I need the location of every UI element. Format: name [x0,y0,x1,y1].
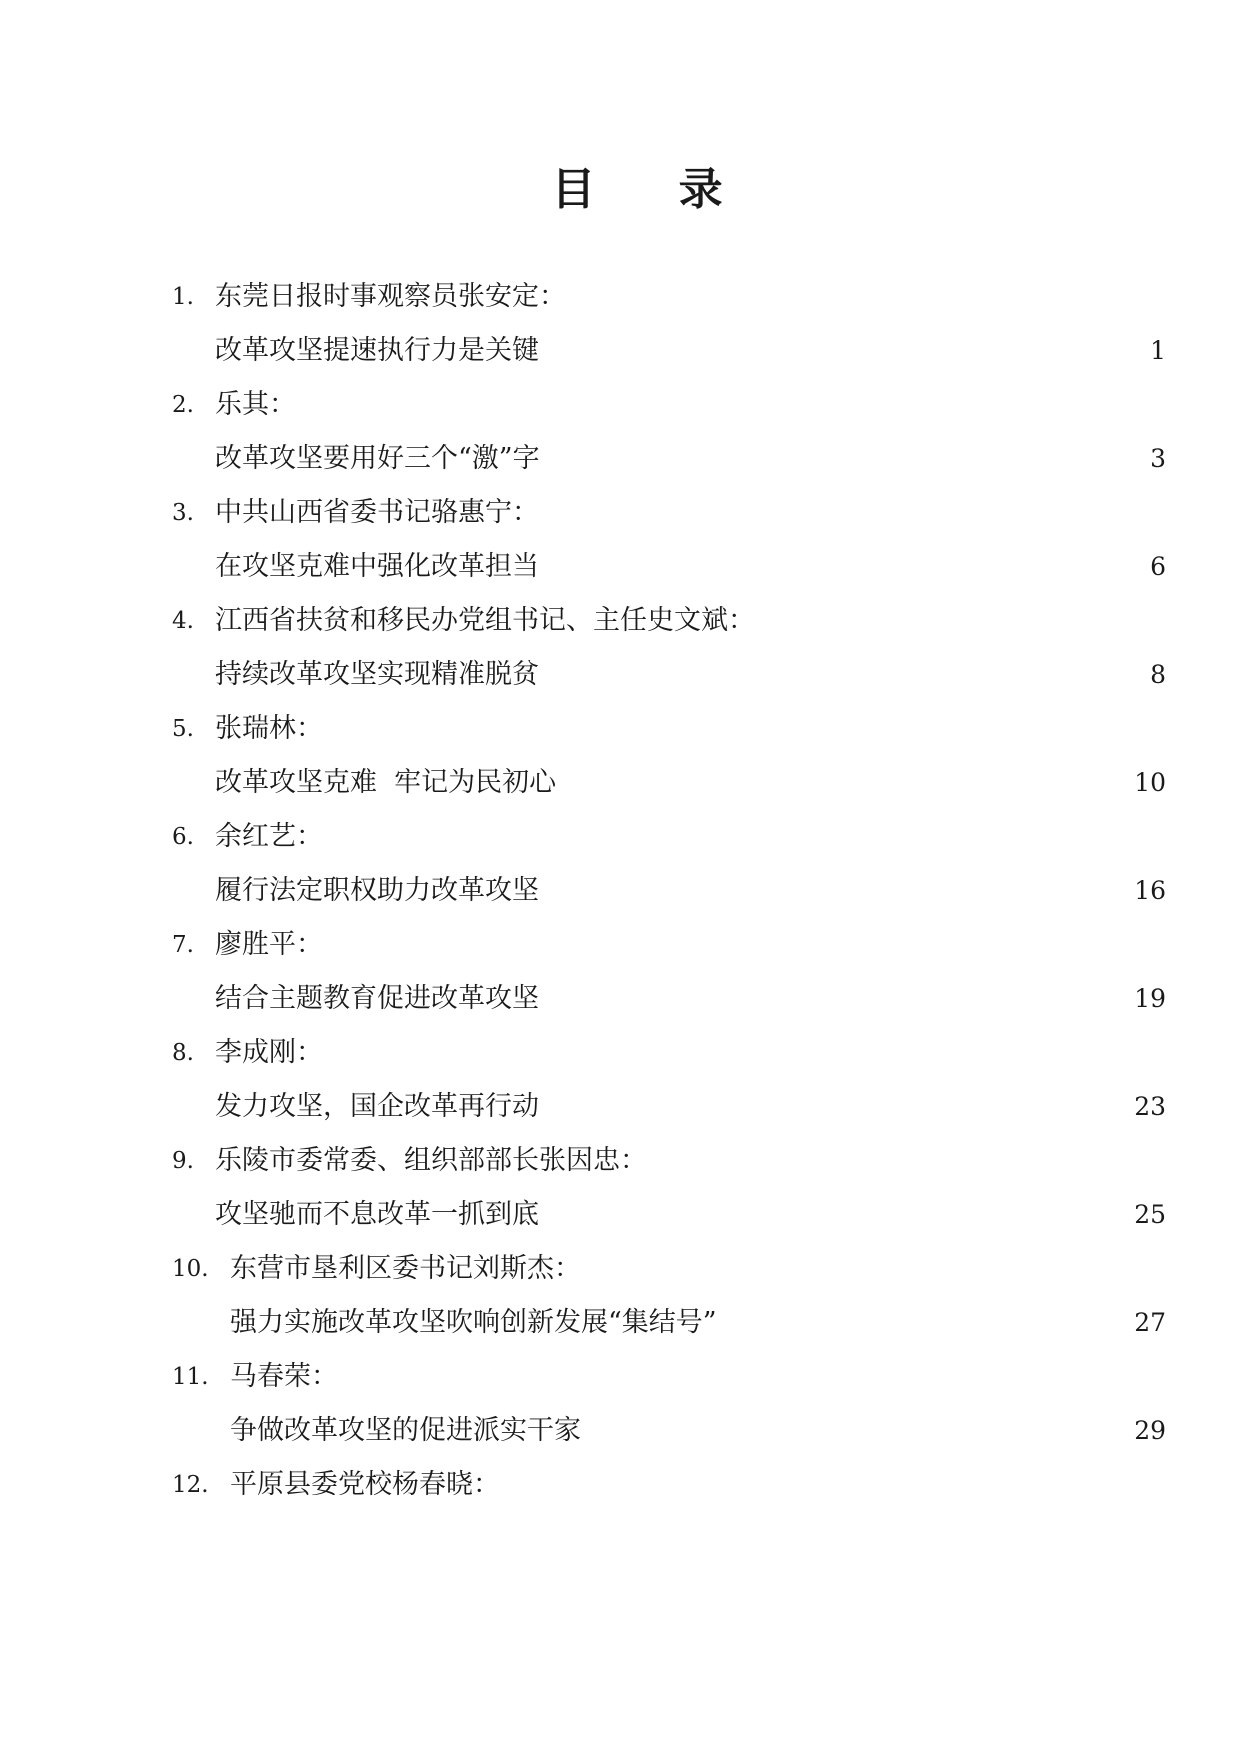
entry-headline[interactable]: 改革攻坚克难 牢记为民初心 [215,767,557,798]
toc-entry-headline-line[interactable] [0,1404,1240,1458]
toc-entry-headline-line[interactable] [0,864,1240,918]
entry-page-number: 27 [1134,1308,1166,1337]
toc-entry-headline-line[interactable] [0,1188,1240,1242]
entry-headline[interactable]: 结合主题教育促进改革攻坚 [215,983,539,1014]
entry-page-number: 8 [1150,660,1166,689]
table-of-contents [0,270,1240,1512]
toc-entry-author-line [0,1350,1240,1404]
entry-page-number: 1 [1150,336,1166,365]
entry-headline[interactable]: 发力攻坚，国企改革再行动 [215,1091,539,1122]
entry-page-number: 3 [1150,444,1166,473]
toc-entry-author-line [0,486,1240,540]
entry-author: 平原县委党校杨春晓： [230,1469,500,1500]
entry-headline[interactable]: 改革攻坚要用好三个“激”字 [215,443,540,474]
toc-title: 目 录 [551,164,757,215]
entry-number: 9. [172,1148,194,1174]
toc-entry-headline-line[interactable] [0,540,1240,594]
entry-headline[interactable]: 争做改革攻坚的促进派实干家 [230,1415,581,1446]
entry-number: 3. [172,500,194,526]
entry-author: 马春荣： [230,1361,338,1392]
entry-author: 张瑞林： [215,713,323,744]
toc-entry-author-line [0,1134,1240,1188]
toc-entry-author-line [0,270,1240,324]
entry-author: 江西省扶贫和移民办党组书记、主任史文斌： [215,605,755,636]
entry-page-number: 10 [1134,768,1166,797]
entry-author: 东莞日报时事观察员张安定： [215,281,566,312]
toc-entry-author-line [0,594,1240,648]
entry-author: 中共山西省委书记骆惠宁： [215,497,539,528]
entry-number: 7. [172,932,194,958]
entry-author: 乐陵市委常委、组织部部长张因忠： [215,1145,647,1176]
entry-author: 东营市垦利区委书记刘斯杰： [230,1253,581,1284]
entry-author: 廖胜平： [215,929,323,960]
toc-entry-author-line [0,918,1240,972]
entry-page-number: 23 [1134,1092,1166,1121]
entry-number: 11. [172,1364,209,1390]
toc-entry-author-line [0,378,1240,432]
entry-headline[interactable]: 在攻坚克难中强化改革担当 [215,551,539,582]
entry-number: 10. [172,1256,209,1282]
entry-page-number: 16 [1134,876,1166,905]
entry-number: 5. [172,716,194,742]
entry-page-number: 25 [1134,1200,1166,1229]
toc-entry-headline-line[interactable] [0,972,1240,1026]
toc-entry-author-line [0,810,1240,864]
entry-page-number: 29 [1134,1416,1166,1445]
toc-entry-headline-line[interactable] [0,324,1240,378]
entry-number: 1. [172,284,194,310]
entry-author: 李成刚： [215,1037,323,1068]
entry-number: 2. [172,392,194,418]
entry-headline[interactable]: 强力实施改革攻坚吹响创新发展“集结号” [230,1307,717,1338]
entry-number: 12. [172,1472,209,1498]
toc-entry-headline-line[interactable] [0,1080,1240,1134]
toc-entry-author-line [0,702,1240,756]
entry-number: 6. [172,824,194,850]
entry-author: 乐其： [215,389,296,420]
toc-entry-author-line [0,1458,1240,1512]
entry-headline[interactable]: 履行法定职权助力改革攻坚 [215,875,539,906]
entry-number: 4. [172,608,194,634]
entry-headline[interactable]: 持续改革攻坚实现精准脱贫 [215,659,539,690]
toc-entry-author-line [0,1242,1240,1296]
toc-entry-headline-line[interactable] [0,1296,1240,1350]
toc-entry-headline-line[interactable] [0,648,1240,702]
entry-headline[interactable]: 改革攻坚提速执行力是关键 [215,335,539,366]
toc-entry-headline-line[interactable] [0,432,1240,486]
entry-page-number: 6 [1150,552,1166,581]
entry-page-number: 19 [1134,984,1166,1013]
toc-entry-author-line [0,1026,1240,1080]
toc-entry-headline-line[interactable] [0,756,1240,810]
entry-number: 8. [172,1040,194,1066]
entry-headline[interactable]: 攻坚驰而不息改革一抓到底 [215,1199,539,1230]
entry-author: 余红艺： [215,821,323,852]
